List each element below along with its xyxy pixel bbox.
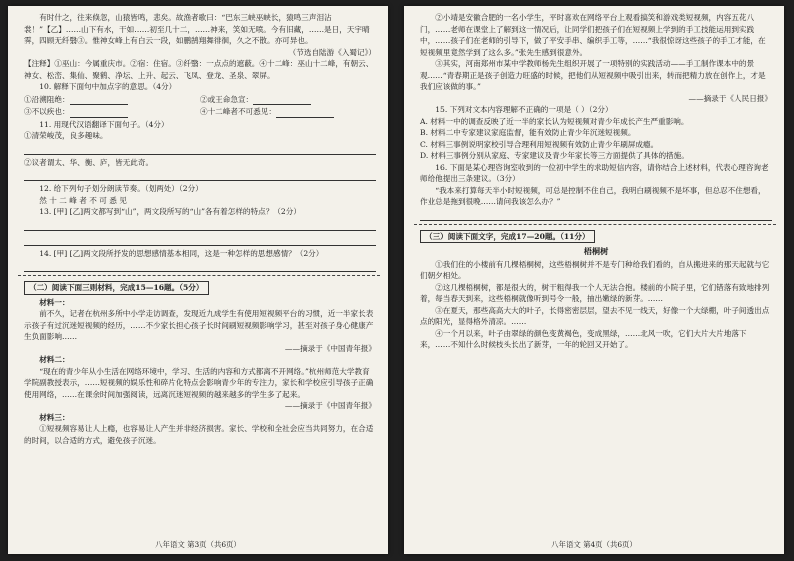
q15-option: B. 材料二中专家建议家庭监督，能有效防止青少年沉迷短视频。 [420,128,636,137]
q12-sentence: 然 十 二 峰 者 不 可 悉 见 [39,195,127,205]
material-text: ①短视频容易让人上瘾，也容易让人产生并非经济损害。家长、学校和全社会应当共同努力，在合适的时间，以合适的方式，避免孩子沉迷。 [24,424,374,445]
q11-sentence-a: ①清荣峻茂，良多趣味。 [24,131,108,140]
section-divider [414,224,776,225]
q15-option: D. 材料三事例分别从家庭、专家建议及青少年家长等三方面提供了具体的措施。 [420,151,689,160]
answer-line[interactable] [24,142,376,155]
material-label: 材料一： [39,297,70,307]
answer-blank[interactable] [70,109,128,118]
material-source: ——摘录于《人民日报》 [688,93,772,103]
answer-line[interactable] [24,233,376,246]
question-11: 11. 用现代汉语翻译下面句子。（4分） [39,119,169,129]
q15-option: C. 材料三事例说明家校引导合理利用短视频有效防止青少年刷屏成瘾。 [420,139,659,149]
exam-page-right [404,6,784,554]
passage-text: 有时什之，往来倏忽，山猿皆鸣，悲矣。故渔者歌曰：“巴东三峡巫峡长，猿鸣三声泪沾裳！”【乙】……山下有水，干如……初至几十二，……神来，笑如无喷。今有旧藏，……是日，天宇晴霁，四顾无纤翳③。惟神女峰上有白云一段，如鹏鹄翔舞徘徊，久之不散。亦可异也。 [24,13,370,45]
q10-item: ②或王命急宣： [200,94,254,104]
answer-line[interactable] [24,168,376,181]
q11-sentence-b: ②议者谓太、华、衡、庐，皆无此奇。 [24,157,154,167]
question-14: 14. [甲] [乙]两文段所抒发的思想感情基本相同，这是一种怎样的思想感情？（2分） [39,248,324,258]
question-12: 12. 给下列句子划分朗读节奏。（划两处）（2分） [39,184,203,193]
section-heading: （三）阅读下面文字，完成17—20题。（11分） [420,230,595,244]
question-15: 15. 下列对文本内容理解不正确的一项是（ ）（2分） [435,105,613,114]
story-title: 梧桐树 [583,246,609,256]
material-text: ②小靖是安徽合肥的一名小学生，平时喜欢在网络平台上观看搞笑和游戏类短视频，内容五花八门，……老师在课堂上了解到这一情况后，让同学们把孩子们在短视频上学到的手工技能运用到实践中，……孩子们在老师的引导下，做了平安手串、编织手工等，……“我很惊讶这些孩子的手工才能，在短视频里竟然学到了这么多。”张先生感到很意外。 [420,13,766,57]
material-label: 材料三： [39,412,70,422]
q10-item: ④十二峰者不可悉见： [200,107,276,116]
q15-option: A. 材料一中的调查反映了近一半的家长认为短视频对青少年成长产生严重影响。 [420,116,689,126]
material-label: 材料二： [39,355,70,364]
material-text: ③其实，河南郑州市某中学教师杨先生组织开展了一项特别的实践活动——手工制作课本中的景观……“青春期正是孩子创造力旺盛的时候，把他们从短视频中吸引出来，转而把精力放在创作上，才是我们应该做的事。” [420,59,766,91]
q16-quote: “我本来打算每天半小时短视频，可总是控制不住自己，我明白刷视频不是坏事，但总忍不住想看，作业总是拖到很晚……请问我该怎么办？” [420,185,766,206]
answer-blank[interactable] [253,96,311,105]
question-16: 16. 下面是某心理咨询室收到的一位初中学生的求助短信内容，请你结合上述材料，代表心理咨询老师给他提出三条建议。（3分） [420,162,769,183]
story-paragraph: ④一个月以来，叶子由翠绿的颜色变黄褐色，变成黑绿，……北风一吹，它们大片大片地落下来，……不知什么时候枝头长出了新芽，一年的轮回又开始了。 [420,328,747,349]
answer-line[interactable] [24,259,376,272]
q10-item: ③不以疾也： [24,107,70,116]
answer-blank[interactable] [276,109,334,118]
q10-item: ①沿溯阻绝： [24,94,70,104]
answer-blank[interactable] [70,96,128,105]
question-10: 10. 解释下面句中加点字的意思。（4分） [39,82,177,91]
material-source: ——摘录于《中国青年报》 [284,401,376,410]
passage-notes: 【注释】①巫山：今属重庆市。②宿：住宿。③纤翳：一点点的遮蔽。④十二峰：巫山十二峰，有朝云、神女、松峦、集仙、聚鹤、净坛、上升、起云、飞凤、登龙、圣泉、翠屏。 [24,59,374,80]
section-heading: （二）阅读下面三则材料，完成15—16题。（5分） [24,281,209,295]
section-divider [18,275,380,276]
story-paragraph: ①我们住的小楼前有几棵梧桐树，这些梧桐树并不是专门种给我们看的，自从搬进来的那天起就与它们朝夕相处。 [420,259,770,280]
material-text: “现在的青少年从小生活在网络环境中，学习、生活的内容和方式都离不开网络。”杭州师范大学教育学院副教授表示，……短视频的娱乐性和碎片化特点会影响青少年的专注力，家长和学校应引导孩子正确使用网络，……在课余时间加强阅读，远离沉迷短视频的越来越多的学生多了起来。 [24,366,374,399]
q10-row-2 [24,106,376,118]
page-footer: 八年语文 第4页（共6页） [551,540,637,549]
story-paragraph: ③在夏天，那些高高大大的叶子，长得密密层层，望去不见一线天，好像一个大绿棚，叶子间透出点点的阳光，显得格外清凉。…… [420,305,770,326]
question-13: 13. [甲] [乙]两文都写到“山”，两文段所写的“山”各有着怎样的特点？（2分） [39,207,301,216]
q10-row-1 [24,94,376,106]
material-source: ——摘录于《中国青年报》 [284,343,376,353]
answer-line[interactable] [420,208,772,221]
material-text: 前不久，记者在杭州多所中小学走访调查，发现近九成学生有使用短视频平台的习惯，近一半家长表示孩子有过沉迷短视频的经历，……不少家长担心孩子长时间刷短视频影响学习，甚至对孩子身心健康产生负面影响…… [24,309,374,341]
answer-line[interactable] [24,218,376,231]
page-footer: 八年语文 第3页（共6页） [155,540,241,549]
passage-source: （节选自陆游《入蜀记》） [288,47,376,57]
story-paragraph: ②这几棵梧桐树，都是很大的，树干粗得我一个人无法合抱。楼前的小院子里，它们错落有致地排列着，每当春天到来，这些梧桐就像听到号令一般，抽出嫩绿的新芽。…… [420,282,770,303]
exam-page-left [8,6,388,554]
